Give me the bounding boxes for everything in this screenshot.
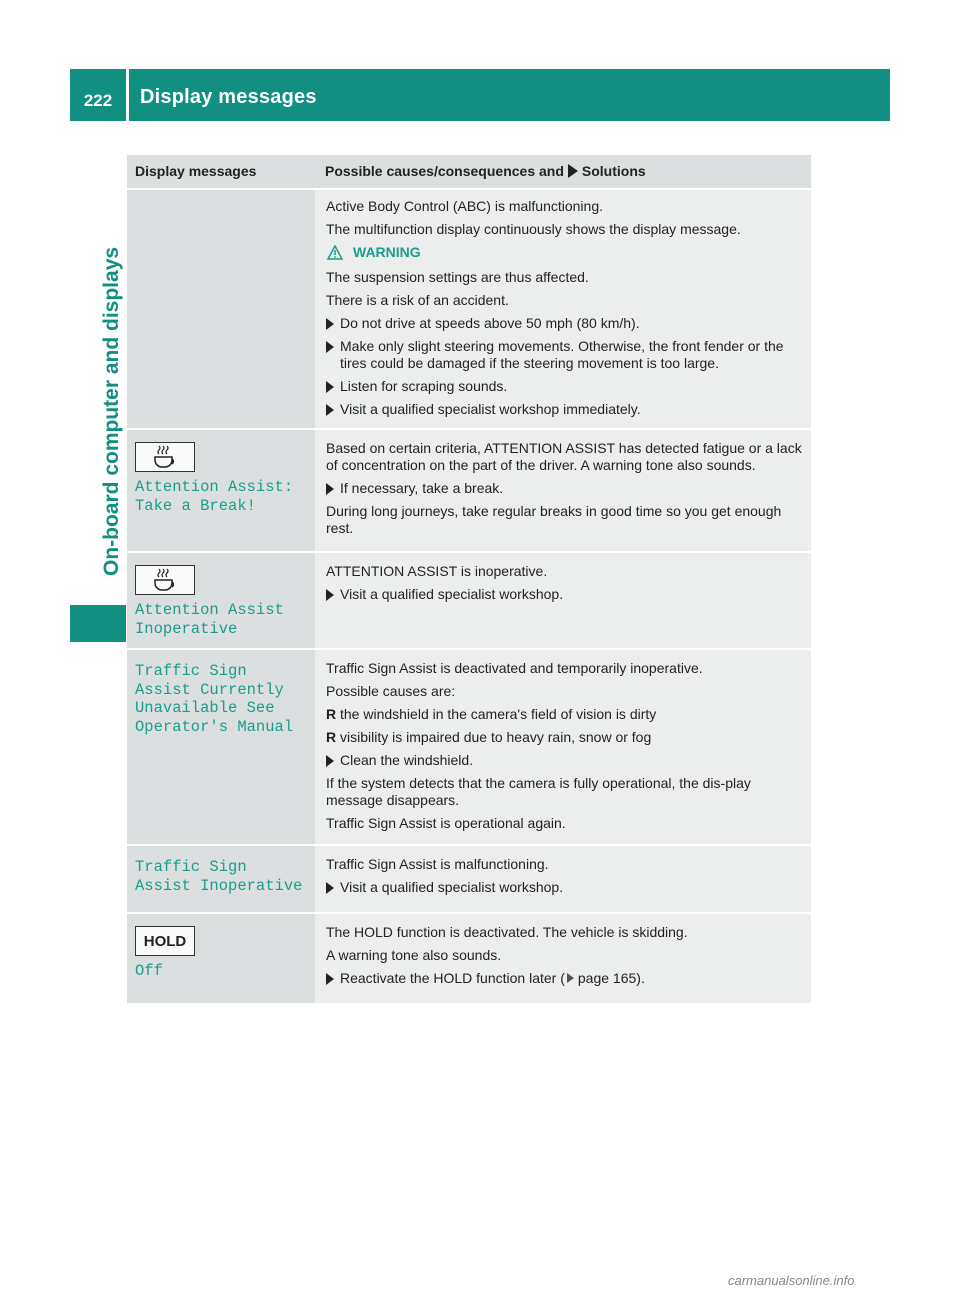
display-message-text: Traffic Sign Assist Inoperative — [135, 858, 303, 895]
action-arrow-icon — [326, 973, 334, 985]
action-arrow-icon — [326, 483, 334, 495]
action-arrow-icon — [326, 404, 334, 416]
causes-cell — [315, 650, 811, 844]
display-message-cell — [127, 553, 315, 648]
action-item — [326, 970, 803, 987]
action-text: If necessary, take a break. — [340, 480, 504, 496]
action-item — [326, 879, 803, 896]
action-text-pre: Reactivate the HOLD function later ( — [340, 970, 565, 986]
page-title: Display messages — [140, 86, 317, 108]
display-messages-table — [127, 155, 811, 1003]
cause-item — [326, 706, 803, 723]
col-header-causes — [315, 155, 811, 188]
display-message-cell — [127, 846, 315, 912]
coffee-cup-icon — [135, 442, 195, 472]
action-arrow-icon — [326, 755, 334, 767]
text: During long journeys, take regular breaks in good time so you get enough rest. — [326, 503, 782, 536]
table-row — [127, 912, 811, 1003]
page-number: 222 — [83, 91, 113, 110]
solution-arrow-icon — [568, 164, 578, 178]
text: ATTENTION ASSIST is inoperative. — [326, 563, 548, 579]
text: If the system detects that the camera is fully operational, the dis-play message disappears. — [326, 775, 751, 808]
action-arrow-icon — [326, 341, 334, 353]
causes-cell — [315, 190, 811, 428]
action-item — [326, 586, 803, 603]
action-text: Make only slight steering movements. Otherwise, the front fender or the tires could be damaged if the steering movement is too large. — [340, 338, 784, 371]
warning-text: WARNING — [353, 244, 421, 260]
action-text: Visit a qualified specialist workshop immediately. — [340, 401, 641, 417]
display-message-cell — [127, 650, 315, 844]
table-row — [127, 844, 811, 912]
text: Possible causes are: — [326, 683, 456, 699]
hold-icon: HOLD — [135, 926, 195, 956]
display-message-cell — [127, 914, 315, 1003]
text: The HOLD function is deactivated. The vehicle is skidding. — [326, 924, 688, 940]
action-text — [340, 970, 645, 987]
causes-cell — [315, 430, 811, 551]
warning-triangle-icon — [327, 245, 343, 260]
action-arrow-icon — [326, 882, 334, 894]
action-text: Listen for scraping sounds. — [340, 378, 508, 394]
table-row — [127, 428, 811, 551]
page-ref-arrow-icon — [567, 973, 574, 983]
action-arrow-icon — [326, 318, 334, 330]
causes-cell — [315, 846, 811, 912]
action-item — [326, 338, 803, 372]
side-tab-label: On-board computer and displays — [100, 246, 123, 576]
action-item — [326, 315, 803, 332]
action-item — [326, 378, 803, 395]
action-text: Clean the windshield. — [340, 752, 474, 768]
table-header — [127, 155, 811, 188]
col-header-display: Display messages — [135, 163, 257, 179]
table-row — [127, 648, 811, 844]
causes-cell — [315, 553, 811, 648]
action-item — [326, 752, 803, 769]
action-item — [326, 480, 803, 497]
col-header-causes-text: Possible causes/consequences and — [325, 163, 564, 179]
cause-item — [326, 729, 803, 746]
display-message-cell — [127, 430, 315, 551]
text: Active Body Control (ABC) is malfunctioning. — [326, 198, 603, 214]
side-tab-marker — [70, 605, 126, 642]
coffee-cup-icon — [135, 565, 195, 595]
action-arrow-icon — [326, 589, 334, 601]
text: There is a risk of an accident. — [326, 292, 509, 308]
cause-text: the windshield in the camera's field of vision is dirty — [340, 706, 657, 722]
action-text: Visit a qualified specialist workshop. — [340, 586, 564, 602]
action-text: Visit a qualified specialist workshop. — [340, 879, 564, 895]
table-row — [127, 188, 811, 428]
text: Traffic Sign Assist is malfunctioning. — [326, 856, 549, 872]
causes-cell — [315, 914, 811, 1003]
warning-label — [327, 244, 803, 261]
bullet-r-icon: R — [326, 706, 337, 722]
text: A warning tone also sounds. — [326, 947, 502, 963]
watermark: carmanualsonline.info — [728, 1273, 855, 1288]
action-text: Do not drive at speeds above 50 mph (80 km/h). — [340, 315, 640, 331]
header-separator — [126, 69, 129, 121]
cause-text: visibility is impaired due to heavy rain, snow or fog — [340, 729, 652, 745]
text: The suspension settings are thus affected. — [326, 269, 589, 285]
text: The multifunction display continuously shows the display message. — [326, 221, 741, 237]
display-message-text: Traffic Sign Assist Currently Unavailable See Operator's Manual — [135, 662, 294, 736]
display-message-text: Attention Assist Inoperative — [135, 601, 284, 638]
action-arrow-icon — [326, 381, 334, 393]
col-header-solutions-text: Solutions — [581, 163, 646, 179]
page-ref-link[interactable]: page 165). — [577, 970, 645, 986]
text: Traffic Sign Assist is operational again. — [326, 815, 566, 831]
display-message-text: Off — [135, 962, 163, 980]
text: Based on certain criteria, ATTENTION ASSIST has detected fatigue or a lack of concentration on the part of the driver. A warning tone also sounds. — [326, 440, 802, 473]
action-item — [326, 401, 803, 418]
bullet-r-icon: R — [326, 729, 337, 745]
table-row — [127, 551, 811, 648]
display-message-text: Attention Assist: Take a Break! — [135, 478, 294, 515]
display-message-cell — [127, 190, 315, 428]
text: Traffic Sign Assist is deactivated and temporarily inoperative. — [326, 660, 703, 676]
